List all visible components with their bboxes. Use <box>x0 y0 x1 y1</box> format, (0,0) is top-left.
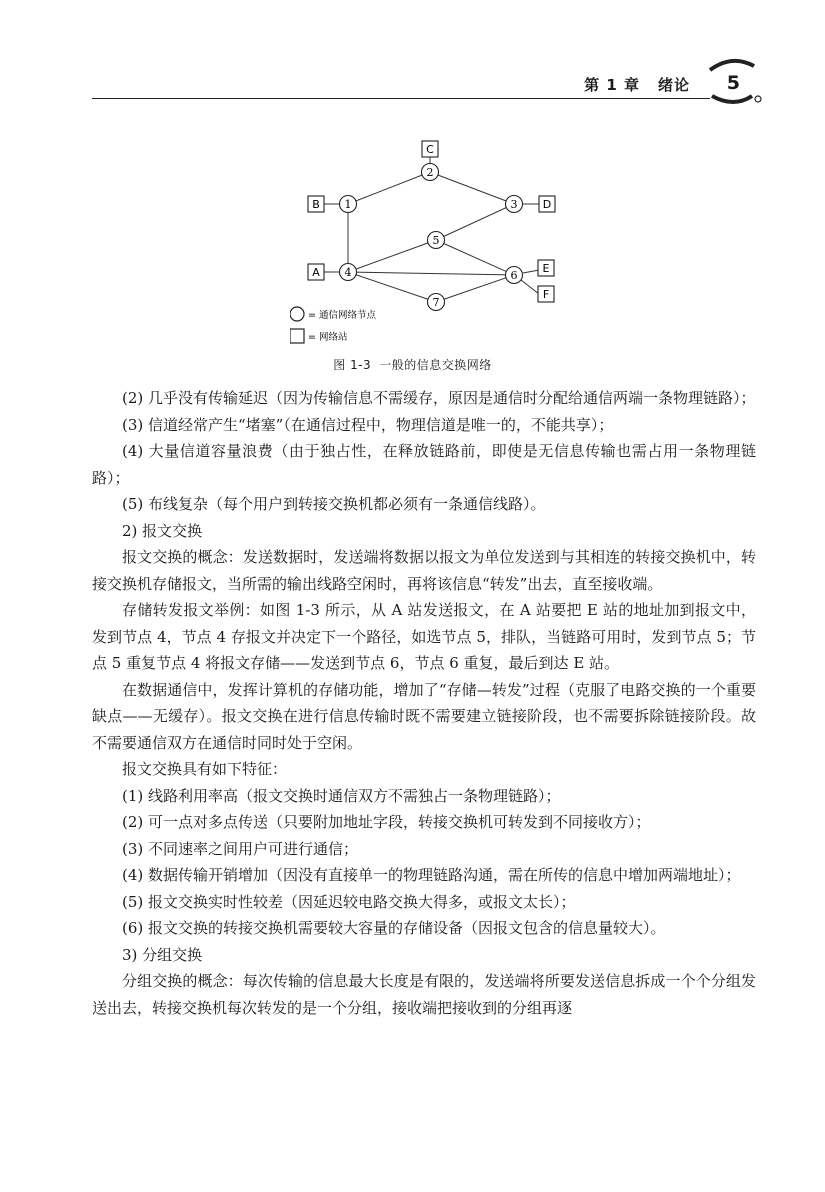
network-node-label: 3 <box>510 198 518 211</box>
section-heading: 2) 报文交换 <box>122 521 203 540</box>
paragraph: 报文交换具有如下特征： <box>122 760 288 778</box>
legend-node-label: = 通信网络节点 <box>308 310 376 321</box>
link-1-2 <box>348 172 430 204</box>
list-item: (3) 不同速率之间用户可进行通信； <box>122 839 359 858</box>
link-4-6 <box>348 272 514 275</box>
link-6-F <box>521 280 539 294</box>
caption-number: 图 1-3 <box>333 358 372 372</box>
paragraph: (4) 大量信道容量浪费（由于独占性，在释放链路前，即使是无信息传输也需占用一条物理链路）； <box>92 442 756 487</box>
page-header <box>92 52 762 100</box>
network-station-label: F <box>542 288 550 301</box>
paragraph: 在数据通信中，发挥计算机的存储功能，增加了“存储—转发”过程（克服了电路交换的一个重要缺点——无缓存）。报文交换在进行信息传输时既不需要建立链接阶段，也不需要拆除链接阶段。故不需要通信双方在通信时同时处于空闲。 <box>92 680 756 752</box>
paragraph: (5) 布线复杂（每个用户到转接交换机都必须有一条通信线路）。 <box>122 495 546 513</box>
figure-caption <box>0 356 825 373</box>
list-item: (2) 可一点对多点传送（只要附加地址字段，转接交换机可转发到不同接收方）； <box>122 813 651 831</box>
list-item: (1) 线路利用率高（报文交换时通信双方不需独占一条物理链路）； <box>122 786 561 805</box>
network-node-label: 1 <box>344 198 352 211</box>
caption-text: 一般的信息交换网络 <box>379 358 492 372</box>
link-4-7 <box>348 272 436 302</box>
network-station-label: E <box>542 262 550 275</box>
paragraph: 报文交换的概念：发送数据时，发送端将数据以报文为单位发送到与其相连的转接交换机中，转接交换机存储报文，当所需的输出线路空闲时，再将该信息“转发”出去，直至接收端。 <box>92 548 756 593</box>
network-diagram <box>290 134 580 356</box>
list-item: (4) 数据传输开销增加（因没有直接单一的物理链路沟通，需在所传的信息中增加两端地址）； <box>122 866 741 884</box>
network-station-label: C <box>426 143 434 156</box>
network-node-label: 6 <box>510 269 518 282</box>
paragraph: (2) 几乎没有传输延迟（因为传输信息不需缓存，原因是通信时分配给通信两端一条物理链路）； <box>122 389 756 407</box>
link-7-6 <box>436 275 514 302</box>
network-node-label: 5 <box>432 234 440 247</box>
paragraph: 存储转发报文举例：如图 1-3 所示，从 A 站发送报文，在 A 站要把 E 站的地址加到报文中，发到节点 4，节点 4 存报文并决定下一个路径，如选节点 5，排队，当链路可用时，发到节点 5；节点 5 重复节点 4 将报文存储——发送到节点 6，节点 6 重复，最后到达 E 站。 <box>92 601 756 672</box>
legend-node-icon <box>290 307 304 321</box>
list-item: (6) 报文交换的转接交换机需要较大容量的存储设备（因报文包含的信息量较大）。 <box>122 919 666 937</box>
network-station-label: D <box>542 198 552 211</box>
network-node-label: 7 <box>432 296 440 309</box>
legend-station-icon <box>290 329 304 343</box>
running-head <box>584 74 690 95</box>
link-4-5 <box>348 240 436 272</box>
section-heading: 3) 分组交换 <box>122 945 203 964</box>
link-6-E <box>523 270 539 273</box>
network-station-label: A <box>312 266 320 279</box>
network-node-label: 2 <box>426 166 434 179</box>
list-item: (5) 报文交换实时性较差（因延迟较电路交换大得多，或报文太长）； <box>122 892 576 911</box>
link-5-3 <box>436 204 514 240</box>
network-station-label: B <box>312 198 320 211</box>
body-text <box>92 385 756 1021</box>
chapter-number: 第 1 章 <box>584 76 640 94</box>
link-5-6 <box>436 240 514 275</box>
network-node-label: 4 <box>344 266 352 279</box>
legend-station-label: = 网络站 <box>308 332 348 343</box>
link-2-3 <box>430 172 514 204</box>
network-figure <box>290 134 580 370</box>
header-rule <box>92 98 710 99</box>
paragraph: 分组交换的概念：每次传输的信息最大长度是有限的，发送端将所要发送信息拆成一个个分组发送出去，转接交换机每次转发的是一个分组，接收端把接收到的分组再逐 <box>92 972 756 1017</box>
paragraph: (3) 信道经常产生“堵塞”（在通信过程中，物理信道是唯一的，不能共享）； <box>122 415 614 434</box>
page-number: 5 <box>726 72 740 94</box>
chapter-title: 绪论 <box>657 76 690 94</box>
